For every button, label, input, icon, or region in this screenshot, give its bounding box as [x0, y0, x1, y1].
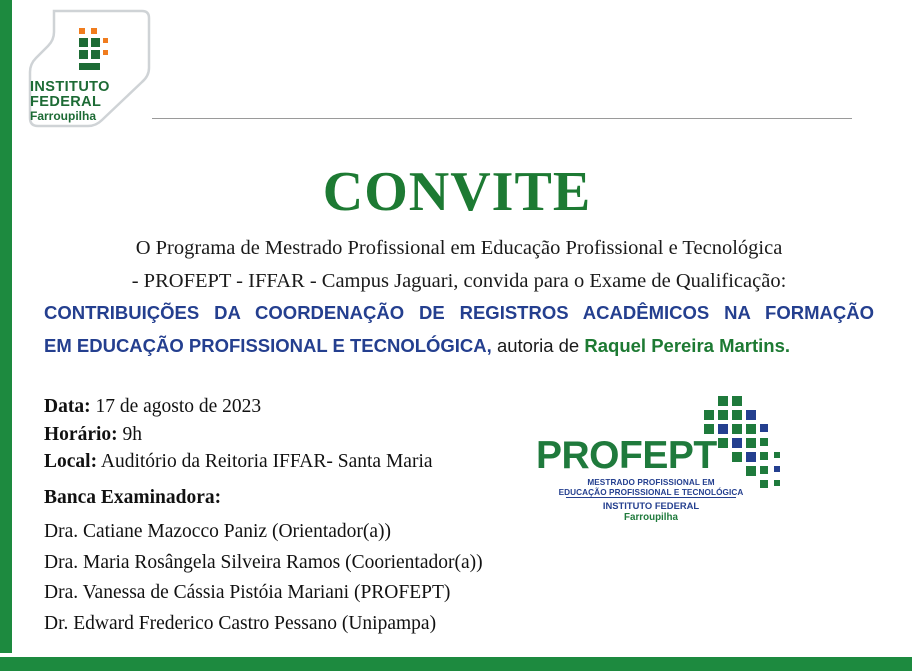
place-label: Local: — [44, 451, 98, 473]
time-label: Horário: — [44, 423, 118, 445]
profept-divider — [566, 497, 736, 498]
intro-line-2: - PROFEPT - IFFAR - Campus Jaguari, convida para o Exame de Qualificação: — [131, 270, 787, 293]
profept-campus: Farroupilha — [624, 512, 678, 523]
thesis-line-2 — [44, 331, 874, 361]
document-header — [12, 0, 912, 140]
board-member: Dra. Maria Rosângela Silveira Ramos (Coorientador(a)) — [44, 551, 483, 573]
author-name: Raquel Pereira Martins. — [584, 334, 791, 356]
profept-subtitle-line2: EDUCAÇÃO PROFISSIONAL E TECNOLÓGICA — [558, 488, 744, 497]
header-divider — [152, 118, 852, 119]
iffar-logo-text — [30, 80, 148, 122]
profept-subtitle-line1: MESTRADO PROFISSIONAL EM — [587, 478, 715, 487]
date-label: Data: — [44, 396, 91, 417]
iffar-logo-line3: Farroupilha — [30, 109, 97, 123]
iffar-logo-line1: INSTITUTO — [30, 79, 110, 95]
profept-institute: INSTITUTO FEDERAL — [602, 500, 700, 511]
profept-wordmark: PROFEPT — [536, 434, 717, 477]
examination-board — [44, 483, 564, 640]
profept-logo — [536, 392, 792, 523]
page-title: CONVITE — [322, 161, 592, 223]
left-green-border — [0, 0, 12, 671]
authoria-label: autoria de — [496, 334, 580, 356]
board-member: Dra. Vanessa de Cássia Pistóia Mariani (PROFEPT) — [44, 582, 451, 604]
event-details — [44, 393, 514, 476]
iffar-logo — [24, 8, 152, 134]
board-member: Dr. Edward Frederico Castro Pessano (Unipampa) — [44, 613, 437, 635]
thesis-line-2-text: EM EDUCAÇÃO PROFISSIONAL E TECNOLÓGICA, — [44, 334, 492, 356]
iffar-logo-line2: FEDERAL — [30, 93, 102, 110]
intro-paragraph — [36, 232, 882, 298]
bottom-green-border — [0, 657, 912, 671]
thesis-title — [44, 298, 874, 361]
detail-row-place — [44, 448, 514, 476]
intro-line-1: O Programa de Mestrado Profissional em Educação Profissional e Tecnológica — [135, 237, 783, 259]
board-heading: Banca Examinadora: — [44, 487, 222, 508]
board-member: Dra. Catiane Mazocco Paniz (Orientador(a)) — [44, 520, 392, 542]
detail-row-date — [44, 393, 514, 421]
date-value: 17 de agosto de 2023 — [95, 396, 262, 417]
time-value: 9h — [122, 423, 143, 445]
detail-row-time — [44, 421, 514, 449]
profept-subtitle — [558, 478, 744, 498]
thesis-line-1: CONTRIBUIÇÕES DA COORDENAÇÃO DE REGISTROS ACADÊMICOS NA FORMAÇÃO — [44, 302, 874, 323]
place-value: Auditório da Reitoria IFFAR- Santa Maria — [100, 451, 433, 473]
